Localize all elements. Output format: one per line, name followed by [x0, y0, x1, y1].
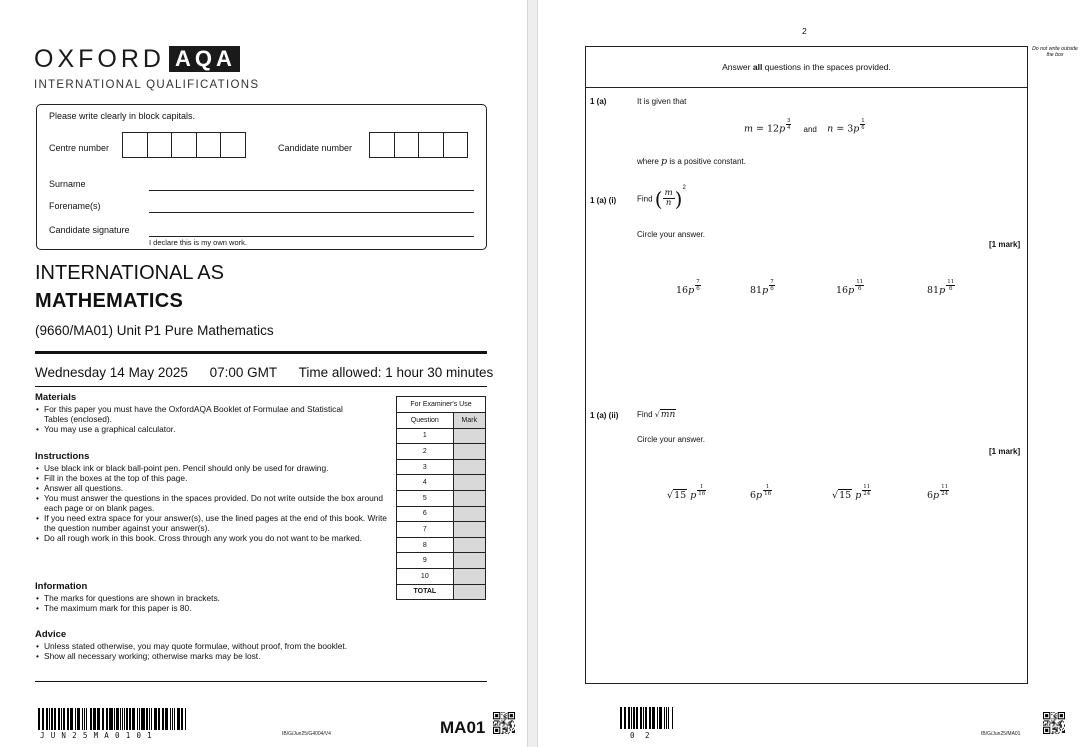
centre-digit-box[interactable] [171, 132, 197, 158]
logo-subtitle: INTERNATIONAL QUALIFICATIONS [34, 79, 260, 91]
barcode-digits: JUN25MA0101 [40, 731, 158, 740]
question-number-cell: 7 [397, 522, 454, 538]
answer-header [586, 47, 1027, 88]
exam-date-line [35, 365, 494, 380]
barcode-bar [637, 707, 638, 729]
barcode [38, 708, 186, 730]
document-code: IB/G/Jun25/MA01 [981, 731, 1021, 737]
question-number-cell: 6 [397, 506, 454, 522]
barcode-bar [620, 707, 622, 729]
total-label-cell: TOTAL [397, 584, 454, 600]
list-item: • Unless stated otherwise, you may quote formulae, without proof, from the booklet. [35, 641, 475, 651]
candidate-details-box [36, 104, 487, 250]
mark-allocation: [1 mark] [989, 447, 1021, 456]
candidate-digit-box[interactable] [443, 132, 469, 158]
barcode-bar [141, 708, 144, 730]
examiner-table-title: For Examiner's Use [397, 397, 486, 413]
list-item: • Fill in the boxes at the top of this page. [35, 473, 390, 483]
barcode-bar [51, 708, 53, 730]
barcode-bar [151, 708, 152, 730]
centre-digit-box[interactable] [122, 132, 148, 158]
question-number-cell: 4 [397, 475, 454, 491]
header-text: Answer [722, 62, 753, 72]
question-number-cell: 9 [397, 553, 454, 569]
mark-cell [453, 428, 485, 444]
advice-heading: Advice [35, 629, 67, 640]
page-gutter [527, 0, 538, 747]
barcode-bar [139, 708, 140, 730]
question-page [538, 0, 1080, 747]
logo-oxford-text: OXFORD [34, 45, 165, 73]
exam-date: Wednesday 14 May 2025 [35, 365, 188, 380]
information-list [35, 593, 390, 613]
question-number-cell: 3 [397, 459, 454, 475]
and-text: and [803, 124, 817, 134]
barcode-bar [668, 707, 670, 729]
materials-list [35, 404, 365, 434]
centre-number-field[interactable] [123, 132, 246, 158]
paper-code: MA01 [440, 718, 486, 737]
list-item: • Do all rough work in this book. Cross through any work you do not want to be marked. [35, 533, 390, 543]
barcode-bar [78, 708, 80, 730]
question-column-header: Question [397, 413, 454, 429]
find-expression: Find ( $\frac{m}{n}$ )$^2$ [637, 185, 686, 211]
mark-cell [453, 522, 485, 538]
examiner-use-table [396, 396, 486, 600]
cover-page [0, 0, 527, 747]
barcode-bar [110, 708, 113, 730]
answer-option[interactable]: 6p $\frac{1}{16}$ [750, 484, 772, 501]
where-variable: p [661, 156, 668, 167]
barcode-bar [38, 708, 40, 730]
barcode-bar [185, 708, 186, 730]
list-item: • The marks for questions are shown in brackets. [35, 593, 390, 603]
barcode-bar [72, 708, 73, 730]
barcode-bar [633, 707, 635, 729]
answer-option[interactable]: √15 p $\frac{1}{16}$ [667, 484, 706, 501]
candidate-digit-box[interactable] [369, 132, 395, 158]
barcode-bar [174, 708, 176, 730]
centre-number-label: Centre number [49, 143, 110, 153]
barcode-bar [122, 708, 123, 730]
answer-option[interactable]: 16p $\frac{7}{6}$ [676, 279, 700, 296]
where-text [637, 156, 746, 167]
instructions-heading: Instructions [35, 451, 90, 462]
answer-option[interactable]: 16p $\frac{11}{6}$ [836, 279, 864, 296]
barcode-bar [86, 708, 88, 730]
forename-label: Forename(s) [49, 201, 101, 211]
header-bold-text: all [752, 62, 763, 72]
barcode-bar [167, 708, 168, 730]
mark-cell [453, 475, 485, 491]
candidate-number-label: Candidate number [278, 143, 353, 153]
list-item: • If you need extra space for your answer(s), use the lined pages at the end of this book. Write the question number against your answer(s). [35, 513, 390, 533]
question-number: 1 (a) (ii) [590, 411, 619, 420]
barcode-bar [46, 708, 49, 730]
time-allowed: Time allowed: 1 hour 30 minutes [298, 365, 494, 380]
barcode-bar [660, 707, 662, 729]
qualification-title: INTERNATIONAL AS [35, 262, 224, 284]
instructions-list [35, 463, 390, 543]
logo-aqa-text: AQA [169, 46, 240, 72]
answer-option[interactable]: √15 p $\frac{11}{24}$ [832, 484, 871, 501]
mark-allocation: [1 mark] [989, 240, 1021, 249]
mark-column-header: Mark [453, 413, 485, 429]
list-item: • For this paper you must have the OxfordAQA Booklet of Formulae and Statistical Tables (enclosed). [35, 404, 365, 424]
list-item: • You may use a graphical calculator. [35, 424, 365, 434]
barcode-bar [181, 708, 183, 730]
barcode-bar [645, 707, 648, 729]
exam-time: 07:00 GMT [209, 365, 278, 380]
mark-cell [453, 568, 485, 584]
list-item: • You must answer the questions in the spaces provided. Do not write outside the box around each page or on blank pages. [35, 493, 390, 513]
answer-option[interactable]: 81p $\frac{7}{6}$ [750, 279, 774, 296]
mark-cell [453, 553, 485, 569]
answer-frame [585, 46, 1028, 684]
unit-title: (9660/MA01) Unit P1 Pure Mathematics [35, 323, 274, 338]
list-item: • Use black ink or black ball-point pen. Pencil should only be used for drawing. [35, 463, 390, 473]
circle-instruction: Circle your answer. [637, 435, 706, 444]
question-number-cell: 5 [397, 490, 454, 506]
barcode [620, 707, 673, 729]
block-capitals-instruction: Please write clearly in block capitals. [49, 111, 196, 121]
information-heading: Information [35, 581, 88, 592]
barcode-bar [43, 708, 44, 730]
margin-note: Do not write outside the box [1032, 46, 1078, 58]
centre-digit-box[interactable] [220, 132, 246, 158]
barcode-bar [55, 708, 56, 730]
barcode-bar [654, 707, 655, 729]
barcode-bar [75, 708, 76, 730]
question-number-cell: 10 [397, 568, 454, 584]
candidate-digit-box[interactable] [394, 132, 420, 158]
candidate-number-field[interactable] [370, 132, 468, 158]
mark-cell [453, 490, 485, 506]
subject-title: MATHEMATICS [35, 290, 184, 312]
barcode-bar [170, 708, 171, 730]
divider [35, 386, 487, 387]
surname-label: Surname [49, 179, 86, 189]
total-mark-cell [453, 584, 485, 600]
question-number: 1 (a) (i) [590, 196, 617, 205]
mark-cell [453, 506, 485, 522]
centre-digit-box[interactable] [196, 132, 222, 158]
barcode-bar [158, 708, 161, 730]
candidate-digit-box[interactable] [418, 132, 444, 158]
question-number: 1 (a) [590, 97, 607, 106]
barcode-bar [91, 708, 92, 730]
barcode-bar [98, 708, 100, 730]
centre-digit-box[interactable] [147, 132, 173, 158]
barcode-bar [146, 708, 148, 730]
where-post: is a positive constant. [669, 157, 746, 166]
barcode-bar [93, 708, 96, 730]
qr-code-icon [1043, 712, 1065, 734]
list-item: • Show all necessary working; otherwise marks may be lost. [35, 651, 475, 661]
question-number-cell: 1 [397, 428, 454, 444]
list-item: • Answer all questions. [35, 483, 390, 493]
signature-line[interactable] [149, 236, 474, 237]
barcode-bar [625, 707, 626, 729]
oxfordaqa-logo [34, 46, 240, 72]
barcode-digits: 0 2 [630, 731, 653, 740]
answer-option[interactable]: 6p $\frac{11}{24}$ [927, 484, 949, 501]
header-text: questions in the spaces provided. [762, 62, 891, 72]
forename-line[interactable] [149, 212, 474, 213]
page-number: 2 [802, 26, 807, 36]
mark-cell [453, 444, 485, 460]
question-text: It is given that [637, 97, 687, 106]
document-code: IB/G/Jun25/G4004/V4 [282, 731, 331, 737]
barcode-bar [672, 707, 673, 729]
list-item: • The maximum mark for this paper is 80. [35, 603, 390, 613]
signature-label: Candidate signature [49, 225, 130, 235]
find-text: Find [637, 410, 653, 419]
barcode-bar [120, 708, 121, 730]
find-text: Find [637, 194, 653, 204]
divider [35, 681, 487, 682]
barcode-bar [103, 708, 104, 730]
circle-instruction: Circle your answer. [637, 230, 706, 239]
declaration-text: I declare this is my own work. [149, 238, 247, 247]
question-number-cell: 8 [397, 537, 454, 553]
mark-cell [453, 537, 485, 553]
barcode-bar [628, 707, 631, 729]
barcode-bar [657, 707, 658, 729]
materials-heading: Materials [35, 392, 77, 403]
where-pre: where [637, 157, 659, 166]
mark-cell [453, 459, 485, 475]
question-number-cell: 2 [397, 444, 454, 460]
barcode-bar [63, 708, 66, 730]
answer-option[interactable]: 81p $\frac{11}{6}$ [927, 279, 955, 296]
given-equations: m = 12p $\frac{3}{4}$ and n = 3p $\frac{1}{6}$ [744, 118, 865, 135]
barcode-bar [126, 708, 128, 730]
advice-list [35, 641, 475, 661]
find-sqrt-expression: Find √mn [637, 410, 676, 420]
surname-line[interactable] [149, 190, 474, 191]
qr-code-icon [493, 712, 515, 734]
divider [35, 351, 487, 354]
barcode-bar [133, 708, 135, 730]
